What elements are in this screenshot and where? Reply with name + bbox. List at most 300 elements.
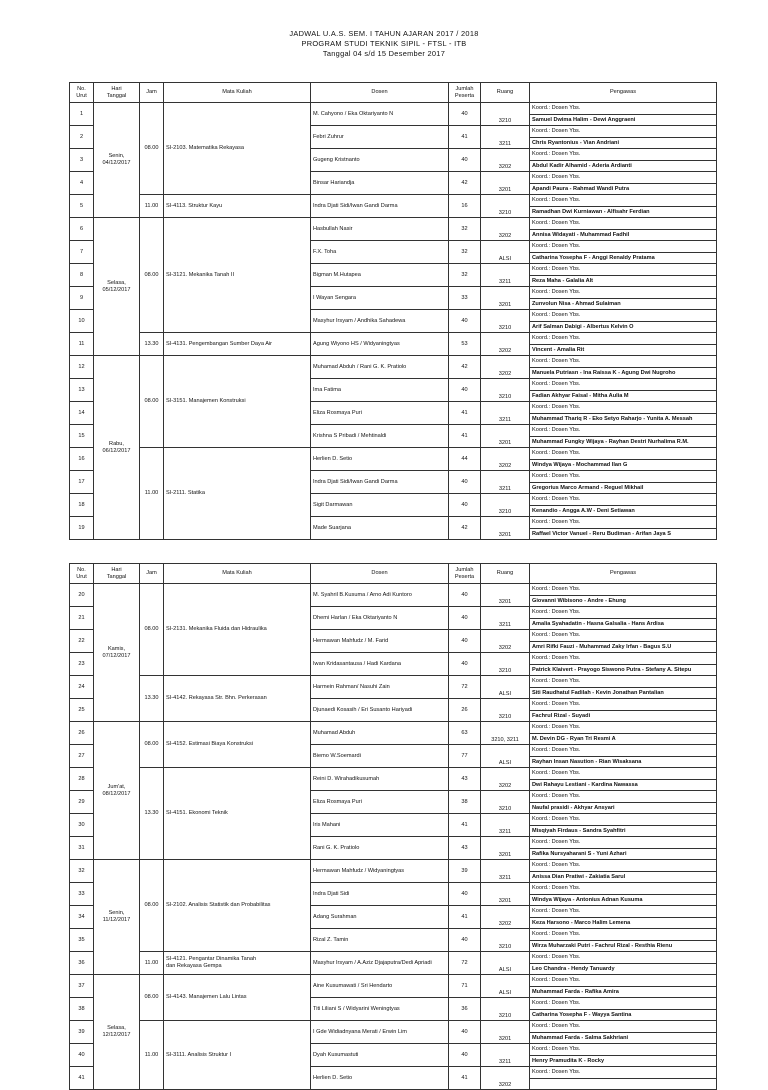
course-name: SI-4113. Struktur Kayu xyxy=(166,202,223,209)
table-row xyxy=(70,952,717,975)
row-number: 19 xyxy=(70,517,94,540)
supervisor-cell xyxy=(530,310,717,333)
supervisor-names: Windya Wijaya - Antonius Adnan Kusuma xyxy=(532,896,643,903)
course-cell xyxy=(164,448,311,540)
participants-cell: 40 xyxy=(449,149,481,172)
coordinator-line: Koord.: Dosen Ybs. xyxy=(530,333,716,345)
table-header-row xyxy=(70,564,717,584)
table-row xyxy=(70,676,717,699)
supervisor-names: Kenandio - Angga A.W - Deni Setiawan xyxy=(532,507,635,514)
table-row xyxy=(70,860,717,883)
room-cell: 3211 xyxy=(481,814,530,837)
course-name: SI-2111. Statika xyxy=(166,490,205,497)
participants-cell: 72 xyxy=(449,676,481,699)
supervisor-cell xyxy=(530,149,717,172)
time-cell: 11.00 xyxy=(140,1021,164,1090)
time-cell: 08.00 xyxy=(140,356,164,448)
row-number: 23 xyxy=(70,653,94,676)
room-cell: 3210 xyxy=(481,103,530,126)
room-cell: 3210 xyxy=(481,195,530,218)
supervisor-cell xyxy=(530,517,717,540)
room-cell: 3202 xyxy=(481,218,530,241)
room-cell: 3202 xyxy=(481,768,530,791)
supervisor-names: Reza Maha - Galalia Alt xyxy=(532,277,594,284)
participants-cell: 42 xyxy=(449,356,481,379)
lecturer-cell: Masyhur Irsyam / Andhika Sahadewa xyxy=(311,310,449,333)
participants-cell: 41 xyxy=(449,402,481,425)
coordinator-line: Koord.: Dosen Ybs. xyxy=(530,1021,716,1033)
table-row xyxy=(70,768,717,791)
lecturer-cell: Dyah Kusumastuti xyxy=(311,1044,449,1067)
supervisor-names: Raffael Victor Vanuel - Reru Budiman - Arifan Jaya S xyxy=(532,530,671,537)
time-cell: 13.30 xyxy=(140,768,164,860)
coordinator-line: Koord.: Dosen Ybs. xyxy=(530,837,716,849)
row-number: 13 xyxy=(70,379,94,402)
coordinator-line: Koord.: Dosen Ybs. xyxy=(530,264,716,276)
coordinator-line: Koord.: Dosen Ybs. xyxy=(530,172,716,184)
col-jumlah: Jumlah Peserta xyxy=(449,564,481,584)
supervisor-cell xyxy=(530,1067,717,1090)
row-number: 36 xyxy=(70,952,94,975)
participants-cell: 77 xyxy=(449,745,481,768)
coordinator-line: Koord.: Dosen Ybs. xyxy=(530,975,716,987)
supervisor-names: Leo Chandra - Hendy Tanuardy xyxy=(532,965,615,972)
supervisor-cell xyxy=(530,195,717,218)
room-cell: 3210 xyxy=(481,998,530,1021)
table-row xyxy=(70,584,717,607)
supervisor-names: Misqiyah Firdaus - Sandra Syahfitri xyxy=(532,827,626,834)
supervisor-cell xyxy=(530,630,717,653)
day-date-cell: Rabu, 06/12/2017 xyxy=(94,356,140,540)
supervisor-names: Annisa Widayati - Muhammad Fadhil xyxy=(532,231,630,238)
course-name: SI-2102. Analisis Statistik dan Probabilitas xyxy=(166,902,271,909)
col-jam: Jam xyxy=(140,83,164,103)
course-name: SI-3151. Manajemen Konstruksi xyxy=(166,398,246,405)
row-number: 34 xyxy=(70,906,94,929)
time-cell: 08.00 xyxy=(140,218,164,333)
course-cell xyxy=(164,333,311,356)
room-cell: ALSI xyxy=(481,676,530,699)
lecturer-cell: Indra Djati Sidi/Iwan Gandi Darma xyxy=(311,471,449,494)
supervisor-names: Abdul Kadir Alhamid - Aderia Ardianti xyxy=(532,162,632,169)
lecturer-cell: Reini D. Wirahadikusumah xyxy=(311,768,449,791)
row-number: 15 xyxy=(70,425,94,448)
row-number: 11 xyxy=(70,333,94,356)
participants-cell: 53 xyxy=(449,333,481,356)
supervisor-cell xyxy=(530,172,717,195)
supervisor-names: Vincent - Amalia Rit xyxy=(532,346,585,353)
supervisor-names: Rayhan Insan Nasution - Rian Wisaksana xyxy=(532,758,642,765)
row-number: 28 xyxy=(70,768,94,791)
course-name: SI-2103. Matematika Rekayasa xyxy=(166,145,245,152)
room-cell: 3211 xyxy=(481,607,530,630)
lecturer-cell: Ima Fatima xyxy=(311,379,449,402)
col-no: No. Urut xyxy=(70,83,94,103)
row-number: 24 xyxy=(70,676,94,699)
supervisor-names: Manuela Putriasn - Ina Raissa K - Agung Dwi Nugroho xyxy=(532,369,676,376)
coordinator-line: Koord.: Dosen Ybs. xyxy=(530,448,716,460)
supervisor-cell xyxy=(530,264,717,287)
supervisor-cell xyxy=(530,1044,717,1067)
supervisor-cell xyxy=(530,883,717,906)
course-cell xyxy=(164,952,311,975)
lecturer-cell: I Gde Widiadnyana Merati / Erwin Lim xyxy=(311,1021,449,1044)
participants-cell: 41 xyxy=(449,1067,481,1090)
supervisor-names: Muhammad Farda - Rafika Amira xyxy=(532,988,619,995)
supervisor-names xyxy=(530,1079,716,1090)
coordinator-line: Koord.: Dosen Ybs. xyxy=(530,699,716,711)
room-cell: ALSI xyxy=(481,975,530,998)
coordinator-line: Koord.: Dosen Ybs. xyxy=(530,126,716,138)
row-number: 29 xyxy=(70,791,94,814)
course-cell xyxy=(164,1021,311,1090)
lecturer-cell: Made Suarjana xyxy=(311,517,449,540)
supervisor-names: Rafika Nursyaharani S - Yuni Azhari xyxy=(532,850,627,857)
participants-cell: 40 xyxy=(449,103,481,126)
participants-cell: 40 xyxy=(449,379,481,402)
participants-cell: 40 xyxy=(449,630,481,653)
room-cell: 3202 xyxy=(481,448,530,471)
participants-cell: 40 xyxy=(449,929,481,952)
room-cell: 3201 xyxy=(481,517,530,540)
participants-cell: 41 xyxy=(449,814,481,837)
lecturer-cell: Indra Djati Sidi xyxy=(311,883,449,906)
schedule-table-2 xyxy=(69,563,717,1090)
coordinator-line: Koord.: Dosen Ybs. xyxy=(530,929,716,941)
supervisor-names: Apandi Paura - Rahmad Wandi Putra xyxy=(532,185,630,192)
time-cell: 11.00 xyxy=(140,195,164,218)
supervisor-cell xyxy=(530,860,717,883)
room-cell: 3202 xyxy=(481,356,530,379)
supervisor-cell xyxy=(530,653,717,676)
lecturer-cell: M. Cahyono / Eka Oktariyanto N xyxy=(311,103,449,126)
coordinator-line: Koord.: Dosen Ybs. xyxy=(530,356,716,368)
coordinator-line: Koord.: Dosen Ybs. xyxy=(530,310,716,322)
supervisor-cell xyxy=(530,448,717,471)
course-cell xyxy=(164,676,311,722)
participants-cell: 41 xyxy=(449,425,481,448)
participants-cell: 63 xyxy=(449,722,481,745)
row-number: 33 xyxy=(70,883,94,906)
room-cell: 3211 xyxy=(481,264,530,287)
course-name: SI-2131. Mekanika Fluida dan Hidraulika xyxy=(166,626,267,633)
participants-cell: 40 xyxy=(449,494,481,517)
coordinator-line: Koord.: Dosen Ybs. xyxy=(530,425,716,437)
time-cell: 13.30 xyxy=(140,676,164,722)
participants-cell: 40 xyxy=(449,1021,481,1044)
participants-cell: 26 xyxy=(449,699,481,722)
participants-cell: 33 xyxy=(449,287,481,310)
participants-cell: 72 xyxy=(449,952,481,975)
supervisor-cell xyxy=(530,906,717,929)
lecturer-cell: Harmein Rahman/ Nasuhi Zain xyxy=(311,676,449,699)
course-name: dan Rekayasa Gempa xyxy=(166,963,222,969)
lecturer-cell: Titi Liliani S / Widyarini Weningtyas xyxy=(311,998,449,1021)
table-row xyxy=(70,333,717,356)
day-date-cell: Jum'at, 08/12/2017 xyxy=(94,722,140,860)
row-number: 37 xyxy=(70,975,94,998)
room-cell: 3211 xyxy=(481,126,530,149)
supervisor-cell xyxy=(530,471,717,494)
supervisor-cell xyxy=(530,929,717,952)
supervisor-cell xyxy=(530,998,717,1021)
supervisor-cell xyxy=(530,699,717,722)
lecturer-cell: F.X. Toha xyxy=(311,241,449,264)
day-date-cell: Selasa, 12/12/2017 xyxy=(94,975,140,1090)
row-number: 8 xyxy=(70,264,94,287)
col-pengawas: Pengawas xyxy=(530,83,717,103)
row-number: 32 xyxy=(70,860,94,883)
room-cell: 3202 xyxy=(481,149,530,172)
room-cell: 3201 xyxy=(481,1021,530,1044)
coordinator-line: Koord.: Dosen Ybs. xyxy=(530,584,716,596)
lecturer-cell: Rizal Z. Tamin xyxy=(311,929,449,952)
course-name: SI-3121. Mekanika Tanah II xyxy=(166,271,234,278)
schedule-table-1 xyxy=(69,82,717,540)
row-number: 12 xyxy=(70,356,94,379)
lecturer-cell: Febri Zuhrur xyxy=(311,126,449,149)
header-line-1: JADWAL U.A.S. SEM. I TAHUN AJARAN 2017 / 2018 xyxy=(289,29,479,38)
time-cell: 08.00 xyxy=(140,722,164,768)
coordinator-line: Koord.: Dosen Ybs. xyxy=(530,814,716,826)
supervisor-cell xyxy=(530,837,717,860)
coordinator-line: Koord.: Dosen Ybs. xyxy=(530,630,716,642)
table-row xyxy=(70,975,717,998)
time-cell: 08.00 xyxy=(140,860,164,952)
supervisor-cell xyxy=(530,333,717,356)
time-cell: 08.00 xyxy=(140,584,164,676)
coordinator-line: Koord.: Dosen Ybs. xyxy=(530,402,716,414)
row-number: 1 xyxy=(70,103,94,126)
supervisor-names: Catharina Yosepha F - Anggi Renaldy Pratama xyxy=(532,254,655,261)
coordinator-line: Koord.: Dosen Ybs. xyxy=(530,218,716,230)
supervisor-names: Anissa Dian Pratiwi - Zakiatia Sarul xyxy=(532,873,626,880)
coordinator-line: Koord.: Dosen Ybs. xyxy=(530,241,716,253)
lecturer-cell: I Wayan Sengara xyxy=(311,287,449,310)
col-jam: Jam xyxy=(140,564,164,584)
row-number: 10 xyxy=(70,310,94,333)
coordinator-line: Koord.: Dosen Ybs. xyxy=(530,676,716,688)
course-name: SI-4151. Ekonomi Teknik xyxy=(166,810,228,817)
supervisor-cell xyxy=(530,584,717,607)
supervisor-cell xyxy=(530,379,717,402)
coordinator-line: Koord.: Dosen Ybs. xyxy=(530,906,716,918)
participants-cell: 43 xyxy=(449,837,481,860)
room-cell: 3201 xyxy=(481,584,530,607)
room-cell: ALSI xyxy=(481,241,530,264)
row-number: 6 xyxy=(70,218,94,241)
supervisor-cell xyxy=(530,356,717,379)
participants-cell: 71 xyxy=(449,975,481,998)
participants-cell: 41 xyxy=(449,906,481,929)
coordinator-line: Koord.: Dosen Ybs. xyxy=(530,791,716,803)
row-number: 21 xyxy=(70,607,94,630)
row-number: 40 xyxy=(70,1044,94,1067)
row-number: 38 xyxy=(70,998,94,1021)
time-cell: 11.00 xyxy=(140,952,164,975)
header-line-3: Tanggal 04 s/d 15 Desember 2017 xyxy=(322,49,446,58)
supervisor-cell xyxy=(530,607,717,630)
supervisor-cell xyxy=(530,952,717,975)
time-cell: 13.30 xyxy=(140,333,164,356)
lecturer-cell: Herlien D. Setio xyxy=(311,448,449,471)
col-mata-kuliah: Mata Kuliah xyxy=(164,83,311,103)
coordinator-line: Koord.: Dosen Ybs. xyxy=(530,471,716,483)
row-number: 31 xyxy=(70,837,94,860)
lecturer-cell: Bigman M.Hutapea xyxy=(311,264,449,287)
room-cell: 3201 xyxy=(481,287,530,310)
coordinator-line: Koord.: Dosen Ybs. xyxy=(530,883,716,895)
col-no: No. Urut xyxy=(70,564,94,584)
row-number: 4 xyxy=(70,172,94,195)
coordinator-line: Koord.: Dosen Ybs. xyxy=(530,998,716,1010)
coordinator-line: Koord.: Dosen Ybs. xyxy=(530,379,716,391)
supervisor-cell xyxy=(530,287,717,310)
row-number: 30 xyxy=(70,814,94,837)
time-cell: 11.00 xyxy=(140,448,164,540)
room-cell: 3202 xyxy=(481,333,530,356)
row-number: 14 xyxy=(70,402,94,425)
supervisor-names: Chris Ryantonius - Vian Andriani xyxy=(532,139,620,146)
supervisor-cell xyxy=(530,722,717,745)
room-cell: 3210 xyxy=(481,379,530,402)
lecturer-cell: Muhamad Abduh / Rani G. K. Pratiolo xyxy=(311,356,449,379)
supervisor-cell xyxy=(530,768,717,791)
row-number: 17 xyxy=(70,471,94,494)
participants-cell: 40 xyxy=(449,310,481,333)
supervisor-names: Gregorius Marco Armand - Reguel Mikhail xyxy=(532,484,644,491)
room-cell: 3201 xyxy=(481,883,530,906)
day-date-cell: Selasa, 05/12/2017 xyxy=(94,218,140,356)
participants-cell: 36 xyxy=(449,998,481,1021)
room-cell: 3201 xyxy=(481,837,530,860)
lecturer-cell: Biemo W.Soemardi xyxy=(311,745,449,768)
room-cell: 3202 xyxy=(481,1067,530,1090)
room-cell: 3202 xyxy=(481,630,530,653)
course-cell xyxy=(164,195,311,218)
lecturer-cell: Herlien D. Setio xyxy=(311,1067,449,1090)
supervisor-names: Ramadhan Dwi Kurniawan - Alfisahr Ferdian xyxy=(532,208,650,215)
supervisor-names: Samuel Dwima Halim - Dewi Anggraeni xyxy=(532,116,636,123)
course-name: SI-4121. Pengantar Dinamika Tanah xyxy=(166,956,257,963)
supervisor-cell xyxy=(530,791,717,814)
time-cell: 08.00 xyxy=(140,975,164,1021)
supervisor-names: Henry Pramudita K - Rocky xyxy=(532,1057,605,1064)
supervisor-names: Naufal prasidi - Akhyar Ansyari xyxy=(532,804,615,811)
row-number: 3 xyxy=(70,149,94,172)
col-ruang: Ruang xyxy=(481,83,530,103)
table-row xyxy=(70,103,717,126)
course-cell xyxy=(164,356,311,448)
row-number: 18 xyxy=(70,494,94,517)
room-cell: 3210 xyxy=(481,791,530,814)
day-date-cell: Kamis, 07/12/2017 xyxy=(94,584,140,722)
supervisor-cell xyxy=(530,814,717,837)
supervisor-names: Muhammad Fungky Wijaya - Rayhan Destri Nurhalima R.M. xyxy=(532,438,689,445)
row-number: 5 xyxy=(70,195,94,218)
supervisor-names: Windya Wijaya - Mochammad Ilan G xyxy=(532,461,628,468)
coordinator-line: Koord.: Dosen Ybs. xyxy=(530,607,716,619)
supervisor-cell xyxy=(530,975,717,998)
table-row xyxy=(70,448,717,471)
course-cell xyxy=(164,218,311,333)
row-number: 35 xyxy=(70,929,94,952)
room-cell: 3210 xyxy=(481,494,530,517)
col-hari: Hari Tanggal xyxy=(94,564,140,584)
lecturer-cell: Muhamad Abduh xyxy=(311,722,449,745)
room-cell: ALSI xyxy=(481,745,530,768)
room-cell: 3211 xyxy=(481,1044,530,1067)
course-cell xyxy=(164,975,311,1021)
participants-cell: 32 xyxy=(449,264,481,287)
supervisor-names: Keza Harsono - Marco Halim Lemena xyxy=(532,919,631,926)
participants-cell: 43 xyxy=(449,768,481,791)
table-row xyxy=(70,218,717,241)
row-number: 16 xyxy=(70,448,94,471)
course-name: SI-4142. Rekayasa Str. Bhn. Perkerasan xyxy=(166,695,267,702)
lecturer-cell: Gugeng Kristnanto xyxy=(311,149,449,172)
row-number: 9 xyxy=(70,287,94,310)
coordinator-line: Koord.: Dosen Ybs. xyxy=(530,860,716,872)
course-cell xyxy=(164,103,311,195)
supervisor-names: Siti Raudhatul Fadilah - Kevin Jonathan Pantalian xyxy=(532,689,664,696)
col-pengawas: Pengawas xyxy=(530,564,717,584)
supervisor-names: Catharina Yosepha F - Wayya Santina xyxy=(532,1011,632,1018)
lecturer-cell: Masyhur Irsyam / A.Aziz Djajaputra/Dedi Apriadi xyxy=(311,952,449,975)
participants-cell: 40 xyxy=(449,584,481,607)
row-number: 25 xyxy=(70,699,94,722)
room-cell: 3211 xyxy=(481,471,530,494)
supervisor-names: Zunvolun Nisa - Ahmad Sulaiman xyxy=(532,300,621,307)
participants-cell: 40 xyxy=(449,883,481,906)
supervisor-names: Amalia Syahadatin - Hasna Galsalia - Hans Ardisa xyxy=(532,620,664,627)
participants-cell: 41 xyxy=(449,126,481,149)
lecturer-cell: Iris Mahani xyxy=(311,814,449,837)
supervisor-names: Dwi Rahayu Lestiani - Kardina Nawassa xyxy=(532,781,638,788)
participants-cell: 38 xyxy=(449,791,481,814)
supervisor-cell xyxy=(530,402,717,425)
participants-cell: 32 xyxy=(449,218,481,241)
lecturer-cell: Indra Djati Sidi/Iwan Gandi Darma xyxy=(311,195,449,218)
supervisor-names: Muhammad Thariq R - Eko Setyo Raharjo - Yunita A. Messah xyxy=(532,415,693,422)
header-line-2: PROGRAM STUDI TEKNIK SIPIL - FTSL - ITB xyxy=(301,39,467,48)
coordinator-line: Koord.: Dosen Ybs. xyxy=(530,1044,716,1056)
room-cell: 3210 xyxy=(481,310,530,333)
supervisor-cell xyxy=(530,218,717,241)
row-number: 26 xyxy=(70,722,94,745)
participants-cell: 16 xyxy=(449,195,481,218)
room-cell: 3211 xyxy=(481,860,530,883)
lecturer-cell: Rani G. K. Pratiolo xyxy=(311,837,449,860)
table-row xyxy=(70,356,717,379)
col-mata-kuliah: Mata Kuliah xyxy=(164,564,311,584)
supervisor-names: M. Devin DG - Ryan Tri Resmi A xyxy=(532,735,616,742)
lecturer-cell: Aine Kusumawati / Sri Hendarto xyxy=(311,975,449,998)
supervisor-cell xyxy=(530,103,717,126)
lecturer-cell: Sigit Darmawan xyxy=(311,494,449,517)
participants-cell: 40 xyxy=(449,1044,481,1067)
lecturer-cell: Iwan Kridasantausa / Hadi Kardana xyxy=(311,653,449,676)
table-header-row xyxy=(70,83,717,103)
lecturer-cell: M. Syahril B.Kusuma / Arno Adi Kuntoro xyxy=(311,584,449,607)
supervisor-cell xyxy=(530,745,717,768)
coordinator-line: Koord.: Dosen Ybs. xyxy=(530,745,716,757)
participants-cell: 40 xyxy=(449,653,481,676)
supervisor-names: Muhammad Farda - Salma Sakhriani xyxy=(532,1034,629,1041)
coordinator-line: Koord.: Dosen Ybs. xyxy=(530,494,716,506)
row-number: 2 xyxy=(70,126,94,149)
col-ruang: Ruang xyxy=(481,564,530,584)
